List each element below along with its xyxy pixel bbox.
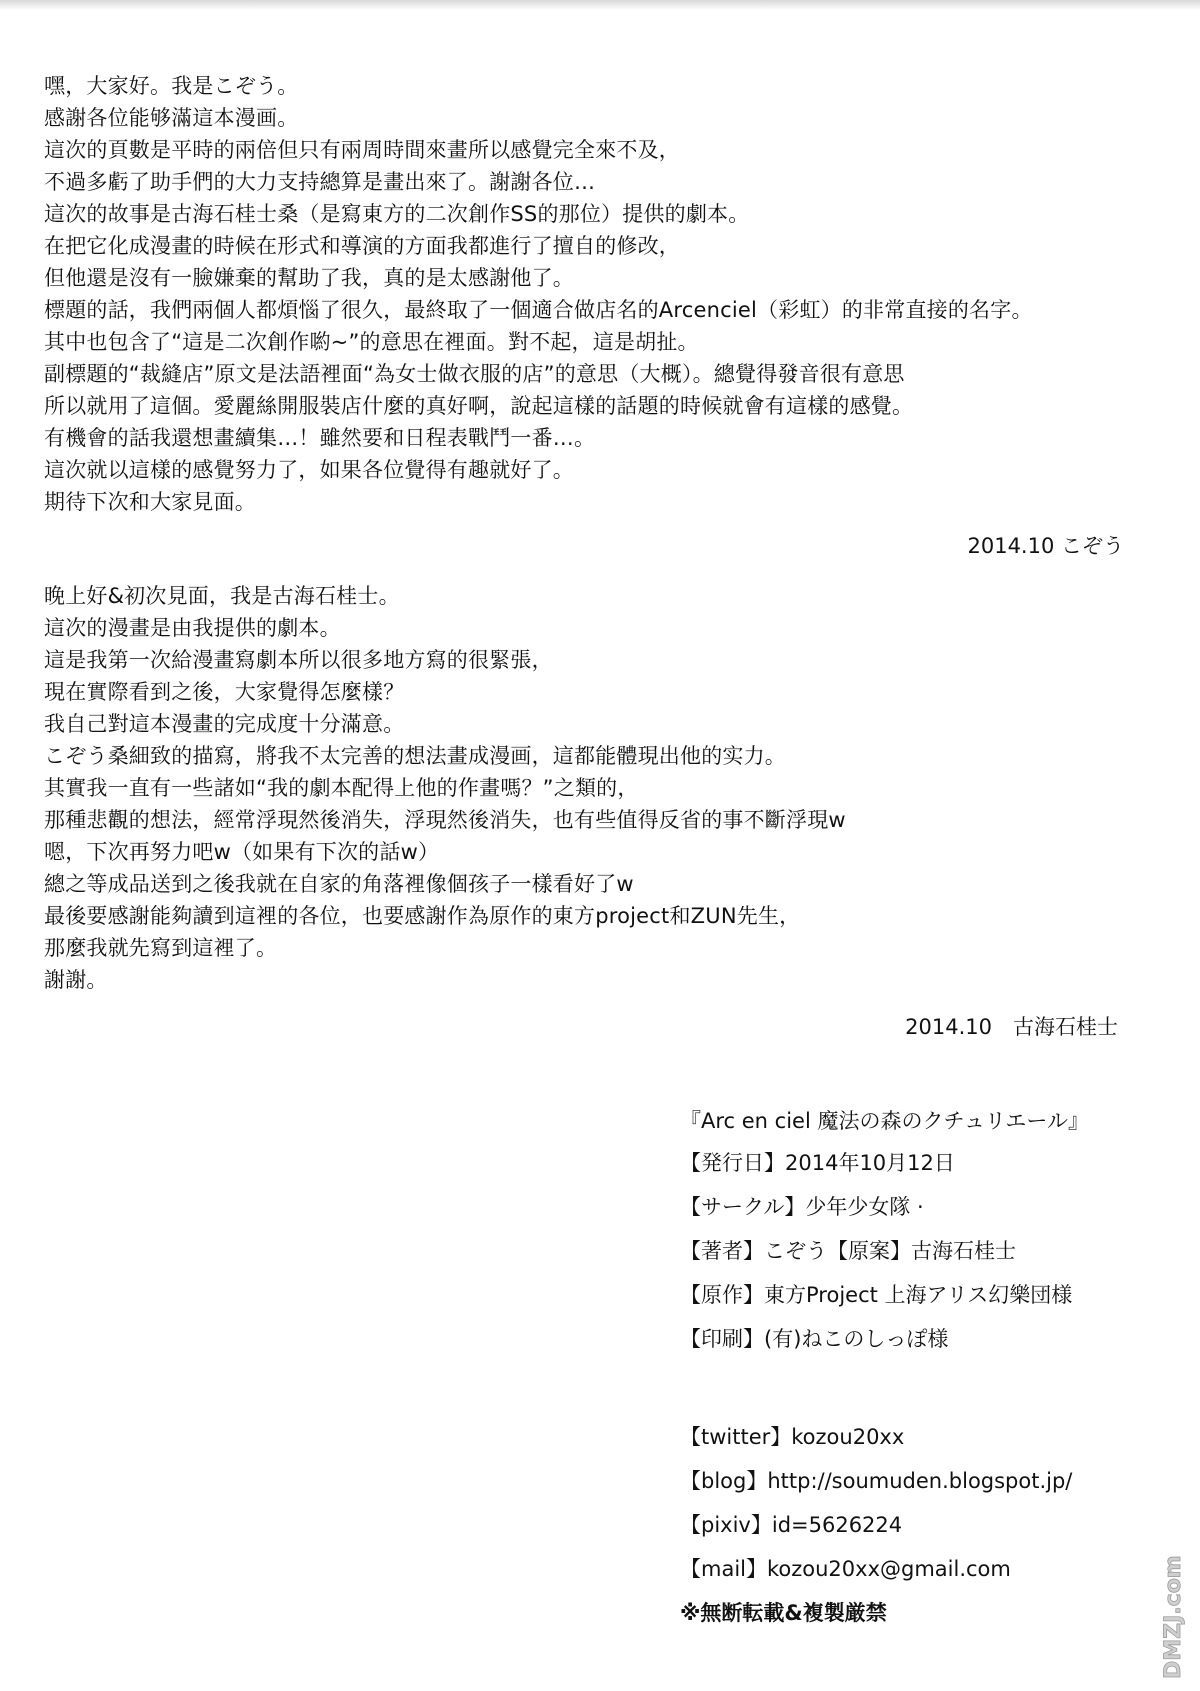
text-line: 其實我一直有一些諸如“我的劇本配得上他的作畫嗎？”之類的， — [44, 776, 639, 800]
text-line: 感謝各位能够滿這本漫画。 — [44, 106, 299, 130]
text-line: 嘿，大家好。我是こぞう。 — [44, 74, 299, 98]
text-line: 我自己對這本漫畫的完成度十分滿意。 — [44, 712, 405, 736]
text-line: 這次就以這樣的感覺努力了，如果各位覺得有趣就好了。 — [44, 458, 574, 482]
text-line: 其中也包含了“這是二次創作喲~”的意思在裡面。對不起，這是胡扯。 — [44, 330, 699, 354]
circle-name: 【サークル】少年少女隊 · — [680, 1195, 924, 1219]
text-line: 在把它化成漫畫的時候在形式和導演的方面我都進行了擅自的修改， — [44, 234, 680, 258]
twitter-handle: 【twitter】kozou20xx — [680, 1425, 905, 1449]
text-line: 副標題的“裁縫店”原文是法語裡面“為女士做衣服的店”的意思（大概）。總覺得發音很有意思 — [44, 362, 905, 386]
text-line: 最後要感謝能夠讀到這裡的各位，也要感謝作為原作的東方project和ZUN先生， — [44, 904, 801, 928]
pixiv-id: 【pixiv】id=5626224 — [680, 1513, 903, 1537]
text-line: 現在實際看到之後，大家覺得怎麼樣？ — [44, 680, 405, 704]
copy-notice: ※無断転載&複製厳禁 — [680, 1601, 887, 1625]
text-line: 那種悲觀的想法，經常浮現然後消失，浮現然後消失，也有些值得反省的事不斷浮現w — [44, 808, 846, 832]
authors: 【著者】こぞう【原案】古海石桂士 — [680, 1239, 1016, 1263]
publish-date: 【発行日】2014年10月12日 — [680, 1151, 955, 1175]
signature-kozou: 2014.10 こぞう — [967, 534, 1124, 558]
blog-url: 【blog】http://soumuden.blogspot.jp/ — [680, 1469, 1073, 1493]
text-line: 總之等成品送到之後我就在自家的角落裡像個孩子一樣看好了w — [44, 872, 634, 896]
watermark-icon — [1154, 1531, 1192, 1681]
book-title: 『Arc en ciel 魔法の森のクチュリエール』 — [680, 1109, 1090, 1133]
contacts — [680, 1420, 1180, 1640]
text-line: こぞう桑細致的描寫，將我不太完善的想法畫成漫画，這都能體現出他的实力。 — [44, 744, 786, 768]
printer: 【印刷】(有)ねこのしっぽ様 — [680, 1327, 949, 1351]
svg-text:DMZJ.com: DMZJ.com — [1161, 1555, 1186, 1679]
signature-furumi: 2014.10 古海石桂士 — [905, 1015, 1118, 1039]
text-line: 這次的頁數是平時的兩倍但只有兩周時間來畫所以感覺完全來不及， — [44, 138, 680, 162]
text-line: 所以就用了這個。愛麗絲開服裝店什麼的真好啊，說起這樣的話題的時候就會有這樣的感覺。 — [44, 394, 914, 418]
text-line: 這次的漫畫是由我提供的劇本。 — [44, 616, 341, 640]
text-line: 期待下次和大家見面。 — [44, 490, 256, 514]
text-line: 這次的故事是古海石桂士桑（是寫東方的二次創作SS的那位）提供的劇本。 — [44, 202, 750, 226]
afterword-kozou — [44, 70, 1134, 518]
text-line: 不過多虧了助手們的大力支持總算是畫出來了。謝謝各位… — [44, 170, 596, 194]
dmzj-watermark-logo — [1154, 1531, 1192, 1681]
text-line: 但他還是沒有一臉嫌棄的幫助了我，真的是太感謝他了。 — [44, 266, 574, 290]
text-line: 那麼我就先寫到這裡了。 — [44, 936, 278, 960]
text-line: 晚上好&初次見面，我是古海石桂士。 — [44, 584, 400, 608]
text-line: 有機會的話我還想畫續集…！雖然要和日程表戰鬥一番…。 — [44, 426, 596, 450]
scan-edge — [0, 0, 1200, 10]
text-line: 謝謝。 — [44, 968, 108, 992]
text-line: 標題的話，我們兩個人都煩惱了很久，最終取了一個適合做店名的Arcenciel（彩虹）的非常直接的名字。 — [44, 298, 1033, 322]
colophon — [680, 1104, 1180, 1366]
original-work: 【原作】東方Project 上海アリス幻樂団様 — [680, 1283, 1073, 1307]
mail-address: 【mail】kozou20xx@gmail.com — [680, 1557, 1011, 1581]
text-line: 這是我第一次給漫畫寫劇本所以很多地方寫的很緊張， — [44, 648, 553, 672]
text-line: 嗯，下次再努力吧w（如果有下次的話w） — [44, 840, 440, 864]
afterword-furumi — [44, 580, 1134, 996]
